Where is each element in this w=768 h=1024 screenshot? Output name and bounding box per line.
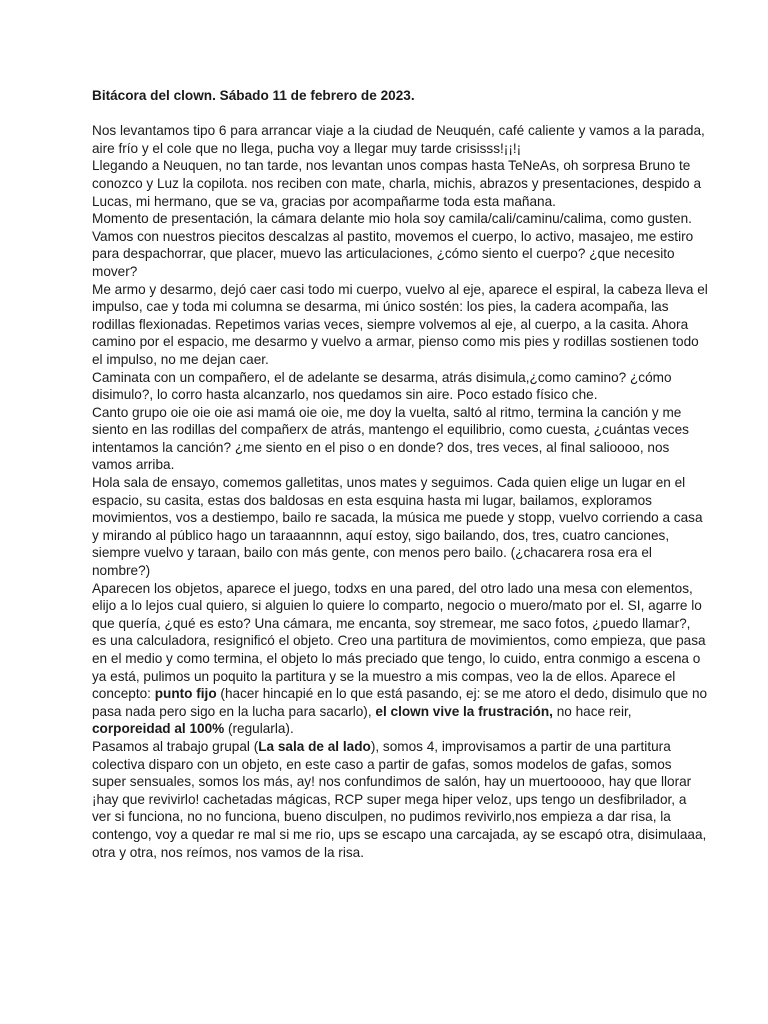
paragraph xyxy=(92,210,708,228)
text-run: Vamos con nuestros piecitos descalzas al pastito, movemos el cuerpo, lo activo, masajeo, me estiro para despachorrar, que placer, muevo las articulaciones, ¿cómo siento el cuerpo? ¿que necesito mover? xyxy=(92,228,694,279)
text-run: Hola sala de ensayo, comemos galletitas, unos mates y seguimos. Cada quien elige un lugar en el espacio, su casita, estas dos baldosas en esta esquina hasta mi lugar, bailamos, exploramos movimientos, vos a destiempo, bailo re sacada, la música me puede y stopp, vuelvo corriendo a casa y mirando al público hago un taraaannnn, aquí estoy, sigo bailando, dos, tres, cuatro canciones, siempre vuelvo y taraan, bailo con más gente, con menos pero bailo. (¿chacarera rosa era el nombre?) xyxy=(92,475,703,579)
text-run: Me armo y desarmo, dejó caer casi todo mi cuerpo, vuelvo al eje, aparece el espiral, la cabeza lleva el impulso, cae y toda mi columna se desarma, mi único sostén: los pies, la cadera acompaña, las rodillas flexionadas. Repetimos varias veces, siempre volvemos al eje, al cuerpo, a la casita. Ahora camino por el espacio, me desarmo y vuelvo a armar, pienso como mis pies y rodillas sostienen todo el impulso, no me dejan caer. xyxy=(92,281,708,367)
bold-text-run: corporeidad al 100% xyxy=(92,721,225,737)
paragraph xyxy=(92,157,708,210)
paragraph xyxy=(92,122,708,157)
text-run: Canto grupo oie oie oie asi mamá oie oie, me doy la vuelta, saltó al ritmo, termina la canción y me siento en las rodillas del compañerx de atrás, mantengo el equilibrio, como cuesta, ¿cuántas veces intentamos la canción? ¿me siento en el piso o en donde? dos, tres veces, al final salioooo, nos vamos arriba. xyxy=(92,404,689,473)
paragraph xyxy=(92,474,708,580)
document-page xyxy=(92,87,708,861)
text-run: Nos levantamos tipo 6 para arrancar viaje a la ciudad de Neuquén, café caliente y vamos a la parada, aire frío y el cole que no llega, pucha voy a llegar muy tarde crisisss!¡¡!¡ xyxy=(92,123,705,156)
paragraph xyxy=(92,580,708,738)
bold-text-run: el clown vive la frustración, xyxy=(375,703,553,719)
text-run: Aparecen los objetos, aparece el juego, todxs en una pared, del otro lado una mesa con elementos, elijo a lo lejos cual quiero, si alguien lo quiere lo comparto, negocio o muero/mato por el. SI, agarre lo que quería, ¿qué es esto? Una cámara, me encanta, soy stremear, me saco fotos, ¿puedo llamar?, es una calculadora, resignificó el objeto. Creo una partitura de movimientos, como empieza, que pasa en el medio y como termina, el objeto lo más preciado que tengo, lo cuido, entra conmigo a escena o ya está, pulimos un poquito la partitura y se la muestro a mis compas, veo la de ellos. Aparece el concepto: xyxy=(92,580,706,702)
paragraph xyxy=(92,369,708,404)
bold-text-run: La sala de al lado xyxy=(258,738,371,754)
text-run: (regularla). xyxy=(224,721,294,737)
text-run: no hace reir, xyxy=(552,703,632,719)
text-run: ), somos 4, improvisamos a partir de una partitura colectiva disparo con un objeto, en este caso a partir de gafas, somos modelos de gafas, somos super sensuales, somos los más, ay! nos confundimos de salón, hay un muertooooo, hay que llorar ¡hay que revivirlo! cachetadas mágicas, RCP super mega hiper veloz, ups tengo un desfibrilador, a ver si funciona, no no funciona, bueno disculpen, no pudimos revivirlo,nos empieza a dar risa, la contengo, voy a quedar re mal si me rio, ups se escapo una carcajada, ay se escapó otra, disimulaaa, otra y otra, nos reímos, nos vamos de la risa. xyxy=(92,738,707,860)
text-run: Momento de presentación, la cámara delante mio hola soy camila/cali/caminu/calima, como gusten. xyxy=(92,211,692,227)
document-body xyxy=(92,122,708,861)
text-run: Pasamos al trabajo grupal ( xyxy=(92,738,259,754)
paragraph xyxy=(92,738,708,861)
text-run: (hacer hincapié en lo que está pasando, ej: se me atoro el dedo, disimulo que no pasa nada pero sigo en la lucha para sacarlo), xyxy=(92,686,708,719)
text-run: Llegando a Neuquen, no tan tarde, nos levantan unos compas hasta TeNeAs, oh sorpresa Bruno te conozco y Luz la copilota. nos reciben con mate, charla, michis, abrazos y presentaciones, despido a Lucas, mi hermano, que se va, gracias por acompañarme toda esta mañana. xyxy=(92,158,702,209)
document-title: Bitácora del clown. Sábado 11 de febrero de 2023. xyxy=(92,88,415,103)
paragraph xyxy=(92,281,708,369)
paragraph xyxy=(92,228,708,281)
bold-text-run: punto fijo xyxy=(154,686,217,702)
paragraph xyxy=(92,404,708,474)
text-run: Caminata con un compañero, el de adelante se desarma, atrás disimula,¿como camino? ¿cómo disimulo?, lo corro hasta alcanzarlo, nos quedamos sin aire. Poco estado físico che. xyxy=(92,369,672,403)
